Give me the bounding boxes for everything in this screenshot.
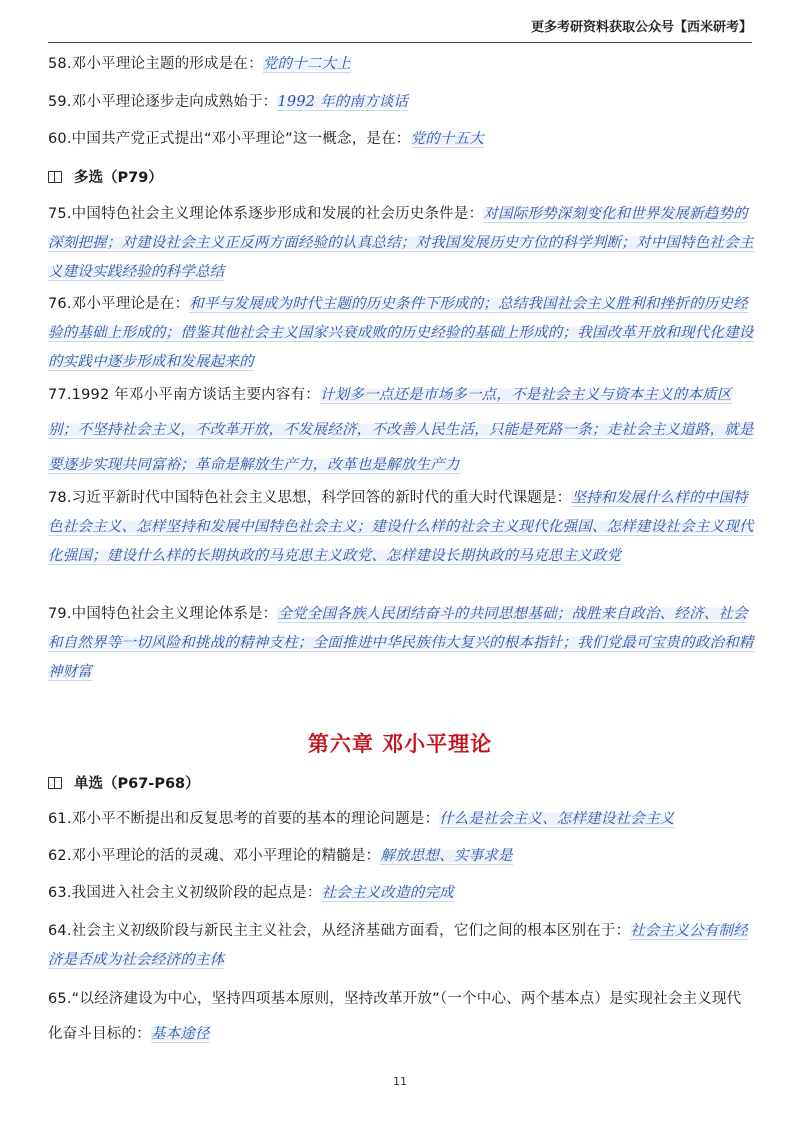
question-60 xyxy=(48,125,754,154)
question-number: 65. xyxy=(48,991,72,1007)
answer-text: 和平与发展成为时代主题的历史条件下形成的；总结我国社会主义胜利和挫折的历史经验的基础上形成的；借鉴其他社会主义国家兴衰成败的历史经验的基础上形成的；我国改革开放和现代化建设的实践中逐步形成和发展起来的 xyxy=(48,296,754,370)
question-text: 邓小平理论的活的灵魂、邓小平理论的精髓是： xyxy=(71,848,381,864)
question-58 xyxy=(48,50,754,79)
question-number: 61. xyxy=(48,811,72,827)
question-75 xyxy=(48,200,754,287)
question-79 xyxy=(48,600,754,687)
question-text: “以经济建设为中心，坚持四项基本原则，坚持改革开放”（一个中心、两个基本点）是实现社会主义现代化奋斗目标的： xyxy=(48,991,742,1042)
question-text: 中国特色社会主义理论体系是： xyxy=(71,606,278,622)
answer-text: 党的十二大上 xyxy=(262,56,351,72)
chapter-title: 第六章 邓小平理论 xyxy=(307,732,493,756)
section-multiple-choice xyxy=(48,162,163,190)
page-number: 11 xyxy=(393,1075,407,1088)
question-number: 63. xyxy=(48,885,72,901)
book-icon xyxy=(48,777,62,788)
question-number: 76. xyxy=(48,296,72,312)
answer-text: 1992 年的南方谈话 xyxy=(277,94,409,110)
question-number: 62. xyxy=(48,848,72,864)
question-text: 习近平新时代中国特色社会主义思想，科学回答的新时代的重大时代课题是： xyxy=(71,490,572,506)
question-text: 中国共产党正式提出“邓小平理论”这一概念，是在： xyxy=(71,131,411,147)
question-number: 64. xyxy=(48,923,72,939)
question-76 xyxy=(48,290,754,377)
question-61 xyxy=(48,805,754,834)
question-number: 79. xyxy=(48,606,72,622)
question-text: 邓小平理论是在： xyxy=(71,296,190,312)
question-text: 中国特色社会主义理论体系逐步形成和发展的社会历史条件是： xyxy=(71,206,484,222)
question-64 xyxy=(48,917,754,975)
answer-text: 党的十五大 xyxy=(410,131,484,147)
question-number: 59. xyxy=(48,94,72,110)
answer-text: 社会主义公有制经济是否成为社会经济的主体 xyxy=(48,923,748,968)
question-text: 邓小平不断提出和反复思考的首要的基本的理论问题是： xyxy=(71,811,440,827)
question-62 xyxy=(48,842,754,871)
section-label: 单选（P67-P68） xyxy=(74,775,200,792)
question-65 xyxy=(48,982,754,1052)
book-icon xyxy=(48,171,62,182)
question-63 xyxy=(48,879,754,908)
question-number: 75. xyxy=(48,206,72,222)
answer-text: 社会主义改造的完成 xyxy=(321,885,454,901)
question-text: 1992 年邓小平南方谈话主要内容有： xyxy=(71,387,320,403)
answer-text: 坚持和发展什么样的中国特色社会主义、怎样坚持和发展中国特色社会主义；建设什么样的社会主义现代化强国、怎样建设社会主义现代化强国；建设什么样的长期执政的马克思主义政党、怎样建设长期执政的马克思主义政党 xyxy=(48,490,754,564)
question-text: 我国进入社会主义初级阶段的起点是： xyxy=(71,885,322,901)
question-number: 58. xyxy=(48,56,72,72)
answer-text: 对国际形势深刻变化和世界发展新趋势的深刻把握；对建设社会主义正反两方面经验的认真总结；对我国发展历史方位的科学判断；对中国特色社会主义建设实践经验的科学总结 xyxy=(48,206,754,280)
question-number: 60. xyxy=(48,131,72,147)
section-label: 多选（P79） xyxy=(74,169,163,186)
page-header xyxy=(48,14,752,43)
answer-text: 解放思想、实事求是 xyxy=(380,848,513,864)
question-59 xyxy=(48,88,754,117)
answer-text: 什么是社会主义、怎样建设社会主义 xyxy=(439,811,675,827)
question-text: 邓小平理论主题的形成是在： xyxy=(71,56,263,72)
question-78 xyxy=(48,484,754,571)
section-single-choice xyxy=(48,768,200,796)
question-number: 78. xyxy=(48,490,72,506)
question-77 xyxy=(48,378,754,483)
answer-text: 全党全国各族人民团结奋斗的共同思想基础；战胜来自政治、经济、社会和自然界等一切风险和挑战的精神支柱；全面推进中华民族伟大复兴的根本指针；我们党最可宝贵的政治和精神财富 xyxy=(48,606,754,680)
answer-text: 计划多一点还是市场多一点，不是社会主义与资本主义的本质区别；不坚持社会主义，不改革开放，不发展经济，不改善人民生活，只能是死路一条；走社会主义道路，就是要逐步实现共同富裕；革命是解放生产力，改革也是解放生产力 xyxy=(48,387,754,473)
header-text: 更多考研资料获取公众号【西米研考】 xyxy=(530,20,752,35)
answer-text: 基本途径 xyxy=(150,1026,210,1042)
question-text: 社会主义初级阶段与新民主主义社会，从经济基础方面看，它们之间的根本区别在于： xyxy=(71,923,631,939)
question-number: 77. xyxy=(48,387,72,403)
question-text: 邓小平理论逐步走向成熟始于： xyxy=(71,94,278,110)
